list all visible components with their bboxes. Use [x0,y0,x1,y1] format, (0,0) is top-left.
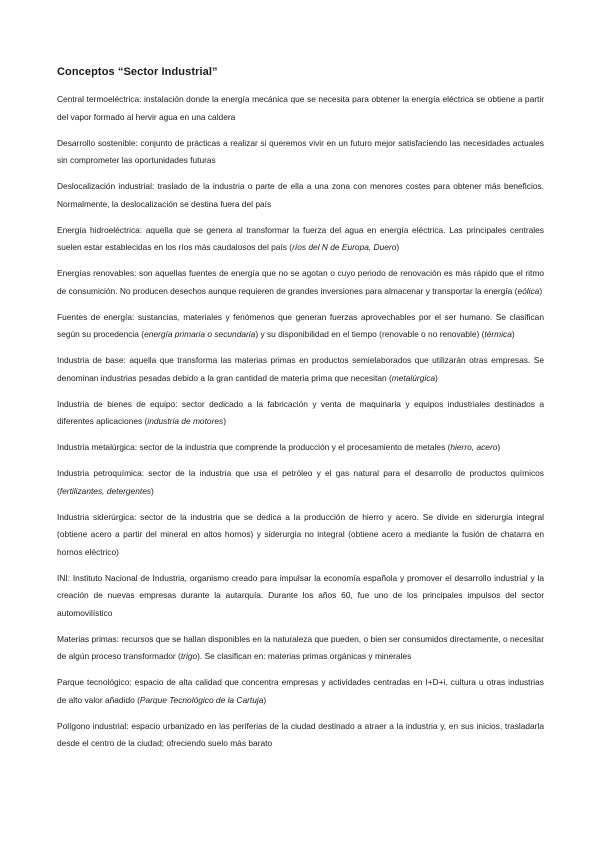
glossary-entry [57,674,544,709]
entry-text: Parque tecnológico: espacio de alta calidad que concentra empresas y actividades centradas en I+D+i, cultura u otras industrias de alto valor añadido ( [57,677,544,705]
entry-text: Desarrollo sostenible: conjunto de prácticas a realizar si queremos vivir en un futuro mejor satisfaciendo las necesidades actuales sin comprometer las oportunidades futuras [57,137,544,165]
entry-text: ) [223,416,227,426]
document-title: Conceptos “Sector Industrial” [57,66,218,78]
entry-text: ) [435,372,438,383]
entry-example: industria de motores [147,416,224,426]
glossary-entry [57,631,544,666]
entry-text: ) [511,329,515,339]
glossary-entry [57,570,544,623]
entry-text: ) [263,694,267,705]
entry-example: ríos del N de Europa, Duero [292,242,397,252]
glossary-entry [57,309,544,344]
glossary-entry [57,135,544,170]
entry-text: ) [151,485,154,496]
entry-text: Industria de bienes de equipo: sector dedicado a la fabricación y venta de maquinaria y equipos industriales destinados a diferentes aplicaciones ( [57,398,544,426]
entry-text: Energías renovables: son aquellas fuentes de energía que no se agotan o cuyo periodo de renovación es más rápido que el ritmo de consumición. No producen desechos aunque requieren de grandes inversiones para almacenar y transportar la energía ( [57,268,544,296]
entry-text: ). Se clasifican en: materias primas orgánicas y minerales [197,651,412,661]
entry-text: Materias primas: recursos que se hallan disponibles en la naturaleza que pueden, o bien ser consumidos directamente, o necesitar de algún proceso transformador ( [57,633,544,661]
entry-example: trigo [180,651,198,661]
glossary-entry [57,352,544,387]
entry-text: Central termoeléctrica: instalación donde la energía mecánica que se necesita para obtener la energía eléctrica se obtiene a partir del vapor formado al hervir agua en una caldera [57,94,544,122]
entry-text: ) [539,285,543,296]
glossary-entry [57,718,544,753]
entry-text: ) y su disponibilidad en el tiempo (renovable o no renovable) ( [255,329,485,339]
entry-text: INI: Instituto Nacional de Industria, organismo creado para impulsar la economía española y promover el desarrollo industrial y la creación de nuevas empresas durante la autarquía. Durante los años 60, fue uno de los principales impulsos del sector automovilístico [57,572,544,618]
glossary-entry [57,509,544,562]
entry-example: térmica [484,329,512,339]
entry-text: ) [396,242,400,252]
glossary-entry [57,91,544,126]
entry-example: metalúrgica [391,372,436,383]
glossary-entry [57,222,544,257]
entry-text: Industria metalúrgica: sector de la industria que comprende la producción y el procesamiento de metales ( [57,442,451,452]
entry-text: Industria de base: aquella que transforma las materias primas en productos semielaborados que utilizarán otras empresas. Se denominan industrias pesadas debido a la gran cantidad de materia prima que necesitan ( [57,355,544,383]
glossary-list [57,91,544,753]
entry-text: ) [497,442,501,452]
entry-example: eólica [517,285,540,296]
document-page [57,66,544,761]
entry-text: Energía hidroeléctrica: aquella que se genera al transformar la fuerza del agua en energía eléctrica. Las principales centrales suelen estar establecidas en los ríos más caudalosos del país ( [57,224,544,252]
glossary-entry [57,465,544,500]
glossary-entry [57,265,544,300]
entry-example: Parque Tecnológico de la Cartuja [139,694,264,705]
entry-text: Fuentes de energía: sustancias, materiales y fenómenos que generan fuerzas aprovechables por el ser humano. Se clasifican según su procedencia ( [57,311,544,339]
entry-text: Industria siderúrgica: sector de la industria que se dedica a la producción de hierro y acero. Se divide en siderurgia integral (obtiene acero a partir del mineral en altos hornos) y siderurgia no integral (obtiene acero a mediante la fusión de chatarra en hornos eléctrico) [57,511,544,557]
entry-text: Industria petroquímica: sector de la industria que usa el petróleo y el gas natural para el desarrollo de productos químicos ( [57,468,544,496]
entry-text: Deslocalización industrial: traslado de la industria o parte de ella a una zona con menores costes para obtener más beneficios. Normalmente, la deslocalización se destina fuera del país [57,181,544,209]
glossary-entry [57,178,544,213]
entry-text: Polígono industrial: espacio urbanizado en las periferias de la ciudad destinado a atraer a la industria y, en sus inicios, trasladarla desde el centro de la ciudad; ofreciendo suelo más barato [57,720,544,748]
entry-example: fertilizantes, detergentes [59,485,152,496]
glossary-entry [57,396,544,431]
entry-example: energía primaria o secundaria [144,329,256,339]
entry-example: hierro, acero [450,442,498,452]
glossary-entry [57,439,544,457]
